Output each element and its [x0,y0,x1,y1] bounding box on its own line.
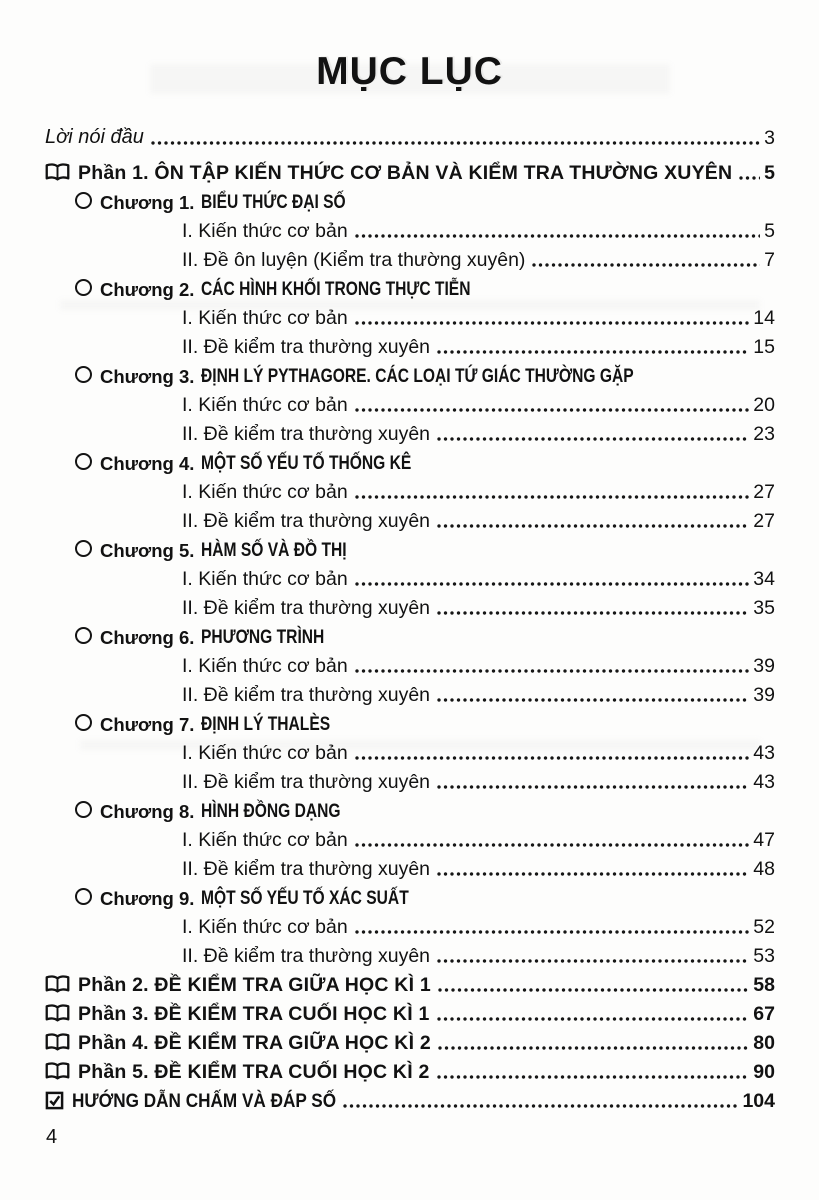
toc-entry-part [45,967,775,996]
dot-leader [355,930,750,934]
toc-entry-preface [45,120,775,149]
toc-entry-page: 14 [753,306,775,329]
toc-entry-chapter [45,271,775,300]
chapter-title-label: PHƯƠNG TRÌNH [201,625,325,648]
chapter-number-label: Chương 5. [100,540,195,562]
toc-entry-page: 23 [753,422,775,445]
toc-entry-page: 5 [764,219,775,242]
toc-entry-label: I. Kiến thức cơ bản [182,654,348,677]
chapter-number-label: Chương 9. [100,888,195,910]
toc-entry-page: 53 [753,944,775,967]
circle-bullet-icon [75,540,92,557]
toc-entry-chapter [45,880,775,909]
toc-entry-item [45,735,775,764]
toc-entry-item [45,242,775,271]
toc-entry-chapter [45,619,775,648]
toc-entry-page: 20 [753,393,775,416]
toc-entry-chapter [45,793,775,822]
toc-entry-item [45,909,775,938]
checked-checkbox-icon [45,1091,64,1110]
circle-bullet-icon [75,801,92,818]
open-book-icon [45,974,70,994]
open-book-icon [45,1061,70,1081]
dot-leader [437,872,749,876]
toc-entry-chapter [45,706,775,735]
chapter-number-label: Chương 3. [100,366,195,388]
toc-entry-page: 39 [753,683,775,706]
toc-entry-label: II. Đề kiểm tra thường xuyên [182,335,431,358]
toc-entry-label: Lời nói đầu [45,126,144,149]
open-book-icon [45,1032,70,1052]
toc-entry-page: 39 [753,654,775,677]
circle-bullet-icon [75,279,92,296]
toc-entry-label: Phần 3. ĐỀ KIỂM TRA CUỐI HỌC KÌ 1 [78,1002,430,1025]
dot-leader [355,756,750,760]
open-book-icon [45,162,70,182]
dot-leader [437,611,749,615]
chapter-title-label: MỘT SỐ YẾU TỐ XÁC SUẤT [201,886,410,909]
toc-entry-label: Phần 5. ĐỀ KIỂM TRA CUỐI HỌC KÌ 2 [78,1060,430,1083]
toc-entry-part [45,996,775,1025]
chapter-number-label: Chương 1. [100,192,195,214]
toc-entry-page: 52 [753,915,775,938]
toc-entry-item [45,590,775,619]
chapter-number-label: Chương 2. [100,279,195,301]
toc-entry-item [45,503,775,532]
toc-entry-item [45,938,775,967]
chapter-number-label: Chương 7. [100,714,195,736]
page-number: 4 [46,1126,58,1148]
toc-entry-item [45,822,775,851]
toc-entry-page: 47 [753,828,775,851]
dot-leader [437,524,749,528]
chapter-title-label: BIỂU THỨC ĐẠI SỐ [201,190,347,213]
toc-entry-item [45,416,775,445]
toc-entry-part [45,1025,775,1054]
dot-leader [355,321,750,325]
dot-leader [355,843,750,847]
toc-entry-item [45,677,775,706]
dot-leader [343,1104,738,1108]
toc-entry-page: 43 [753,770,775,793]
dot-leader [532,263,760,267]
toc-entry-part [45,1054,775,1083]
chapter-number-label: Chương 8. [100,801,195,823]
toc-entry-label: Phần 1. ÔN TẬP KIẾN THỨC CƠ BẢN VÀ KIỂM TRA THƯỜNG XUYÊN [78,161,733,184]
dot-leader [355,408,750,412]
open-book-icon [45,1003,70,1023]
toc-entry-label: II. Đề kiểm tra thường xuyên [182,596,431,619]
toc-entry-page: 58 [753,973,775,996]
dot-leader [739,176,760,180]
toc-entry-page: 3 [764,126,775,149]
dot-leader [437,959,749,963]
toc-entry-page: 90 [753,1060,775,1083]
toc-entry-label: I. Kiến thức cơ bản [182,741,348,764]
toc-entry-label: II. Đề kiểm tra thường xuyên [182,857,431,880]
toc-entry-item [45,764,775,793]
dot-leader [355,234,760,238]
toc-entry-item [45,300,775,329]
toc-entry-label: I. Kiến thức cơ bản [182,915,348,938]
toc-entry-chapter [45,358,775,387]
chapter-title-label: MỘT SỐ YẾU TỐ THỐNG KÊ [201,451,412,474]
toc-entry-label: II. Đề kiểm tra thường xuyên [182,683,431,706]
toc-entry-page: 43 [753,741,775,764]
toc-entry-label: I. Kiến thức cơ bản [182,567,348,590]
toc-entry-item [45,387,775,416]
toc-entry-label: I. Kiến thức cơ bản [182,828,348,851]
toc-entry-label: II. Đề kiểm tra thường xuyên [182,422,431,445]
chapter-title-label: HÌNH ĐỒNG DẠNG [201,799,341,822]
chapter-number-label: Chương 4. [100,453,195,475]
toc-entry-answers-guide [45,1083,775,1112]
toc-entry-page: 27 [753,480,775,503]
toc-entry-item [45,561,775,590]
page-title: MỤC LỤC [316,50,503,93]
chapter-title-label: HÀM SỐ VÀ ĐỒ THỊ [201,538,348,561]
dot-leader [355,495,750,499]
toc-entry-label: I. Kiến thức cơ bản [182,306,348,329]
toc-entry-page: 5 [764,161,775,184]
toc-entry-chapter [45,184,775,213]
dot-leader [151,141,760,145]
toc-entry-item [45,648,775,677]
dot-leader [437,1017,750,1021]
dot-leader [437,785,749,789]
toc-entry-label: I. Kiến thức cơ bản [182,480,348,503]
dot-leader [438,988,749,992]
toc-entry-label: HƯỚNG DẪN CHẤM VÀ ĐÁP SỐ [72,1089,337,1112]
toc-list [45,120,775,1112]
dot-leader [355,582,750,586]
toc-entry-page: 48 [753,857,775,880]
toc-entry-label: II. Đề kiểm tra thường xuyên [182,770,431,793]
toc-entry-item [45,474,775,503]
dot-leader [437,1075,750,1079]
toc-entry-label: II. Đề kiểm tra thường xuyên [182,944,431,967]
circle-bullet-icon [75,627,92,644]
chapter-title-label: CÁC HÌNH KHỐI TRONG THỰC TIỄN [201,277,471,300]
toc-entry-page: 34 [753,567,775,590]
chapter-title-label: ĐỊNH LÝ PYTHAGORE. CÁC LOẠI TỨ GIÁC THƯỜNG GẶP [201,364,635,387]
chapter-number-label: Chương 6. [100,627,195,649]
toc-entry-label: I. Kiến thức cơ bản [182,219,348,242]
toc-entry-label: Phần 4. ĐỀ KIỂM TRA GIỮA HỌC KÌ 2 [78,1031,431,1054]
toc-entry-item [45,851,775,880]
toc-entry-item [45,213,775,242]
toc-entry-label: II. Đề ôn luyện (Kiểm tra thường xuyên) [182,248,526,271]
dot-leader [355,669,750,673]
toc-entry-label: I. Kiến thức cơ bản [182,393,348,416]
dot-leader [437,698,749,702]
toc-entry-page: 104 [742,1089,775,1112]
toc-entry-part [45,155,775,184]
toc-entry-chapter [45,532,775,561]
chapter-title-label: ĐỊNH LÝ THALÈS [201,712,331,735]
circle-bullet-icon [75,192,92,209]
circle-bullet-icon [75,366,92,383]
toc-entry-page: 35 [753,596,775,619]
toc-entry-label: Phần 2. ĐỀ KIỂM TRA GIỮA HỌC KÌ 1 [78,973,431,996]
dot-leader [438,1046,749,1050]
toc-entry-page: 67 [753,1002,775,1025]
toc-entry-page: 27 [753,509,775,532]
toc-entry-label: II. Đề kiểm tra thường xuyên [182,509,431,532]
toc-entry-page: 7 [764,248,775,271]
toc-entry-chapter [45,445,775,474]
dot-leader [437,350,749,354]
circle-bullet-icon [75,888,92,905]
toc-entry-page: 15 [753,335,775,358]
toc-entry-item [45,329,775,358]
circle-bullet-icon [75,714,92,731]
dot-leader [437,437,749,441]
circle-bullet-icon [75,453,92,470]
toc-entry-page: 80 [753,1031,775,1054]
